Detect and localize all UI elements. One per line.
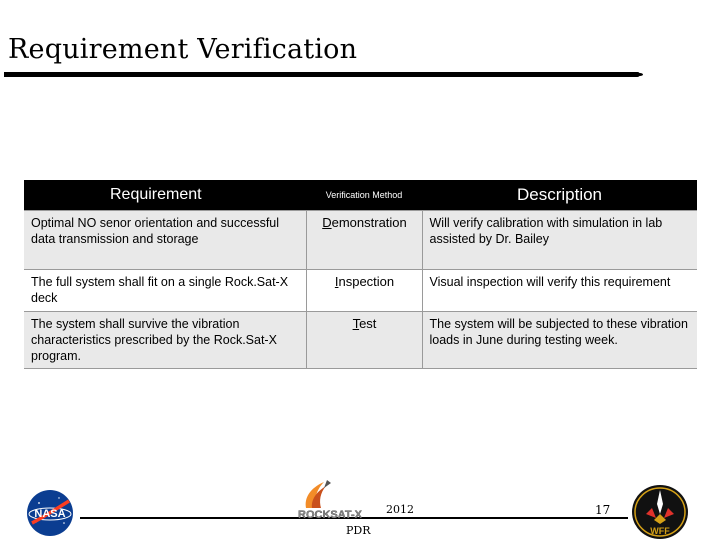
- method-initial: I: [334, 274, 339, 289]
- svg-text:NASA: NASA: [34, 508, 66, 520]
- table-row: [24, 312, 697, 369]
- header-requirement: Requirement: [24, 180, 306, 211]
- page-number: 17: [595, 503, 611, 517]
- table-row: [24, 211, 697, 270]
- method-rest: nspection: [338, 274, 395, 289]
- table-row: [24, 270, 697, 312]
- rocksat-x-logo-icon: [294, 474, 386, 520]
- table-header-row: [24, 180, 697, 211]
- method-initial: T: [352, 316, 360, 331]
- nasa-logo-icon: [26, 489, 74, 537]
- description-cell: Will verify calibration with simulation in lab assisted by Dr. Bailey: [422, 211, 697, 270]
- header-verification-method: Verification Method: [306, 180, 422, 211]
- svg-text:ROCKSAT-X: ROCKSAT-X: [298, 509, 362, 520]
- header-description: Description: [422, 180, 697, 211]
- footer-year: 2012: [386, 503, 414, 516]
- requirements-table: [24, 180, 697, 369]
- method-cell: [306, 211, 422, 270]
- slide-title: Requirement Verification: [8, 34, 358, 65]
- description-cell: Visual inspection will verify this requirement: [422, 270, 697, 312]
- wff-patch-logo-icon: [630, 484, 690, 540]
- requirement-cell: The system shall survive the vibration characteristics prescribed by the Rock.Sat-X program.: [24, 312, 306, 369]
- requirement-cell: Optimal NO senor orientation and successful data transmission and storage: [24, 211, 306, 270]
- requirement-cell: The full system shall fit on a single Rock.Sat-X deck: [24, 270, 306, 312]
- method-rest: emonstration: [331, 215, 407, 230]
- method-rest: est: [359, 316, 377, 331]
- method-cell: [306, 270, 422, 312]
- method-initial: D: [322, 215, 332, 230]
- method-cell: [306, 312, 422, 369]
- svg-text:WFF: WFF: [650, 526, 670, 536]
- description-cell: The system will be subjected to these vibration loads in June during testing week.: [422, 312, 697, 369]
- title-underline: [4, 72, 640, 77]
- footer-label: PDR: [346, 524, 371, 537]
